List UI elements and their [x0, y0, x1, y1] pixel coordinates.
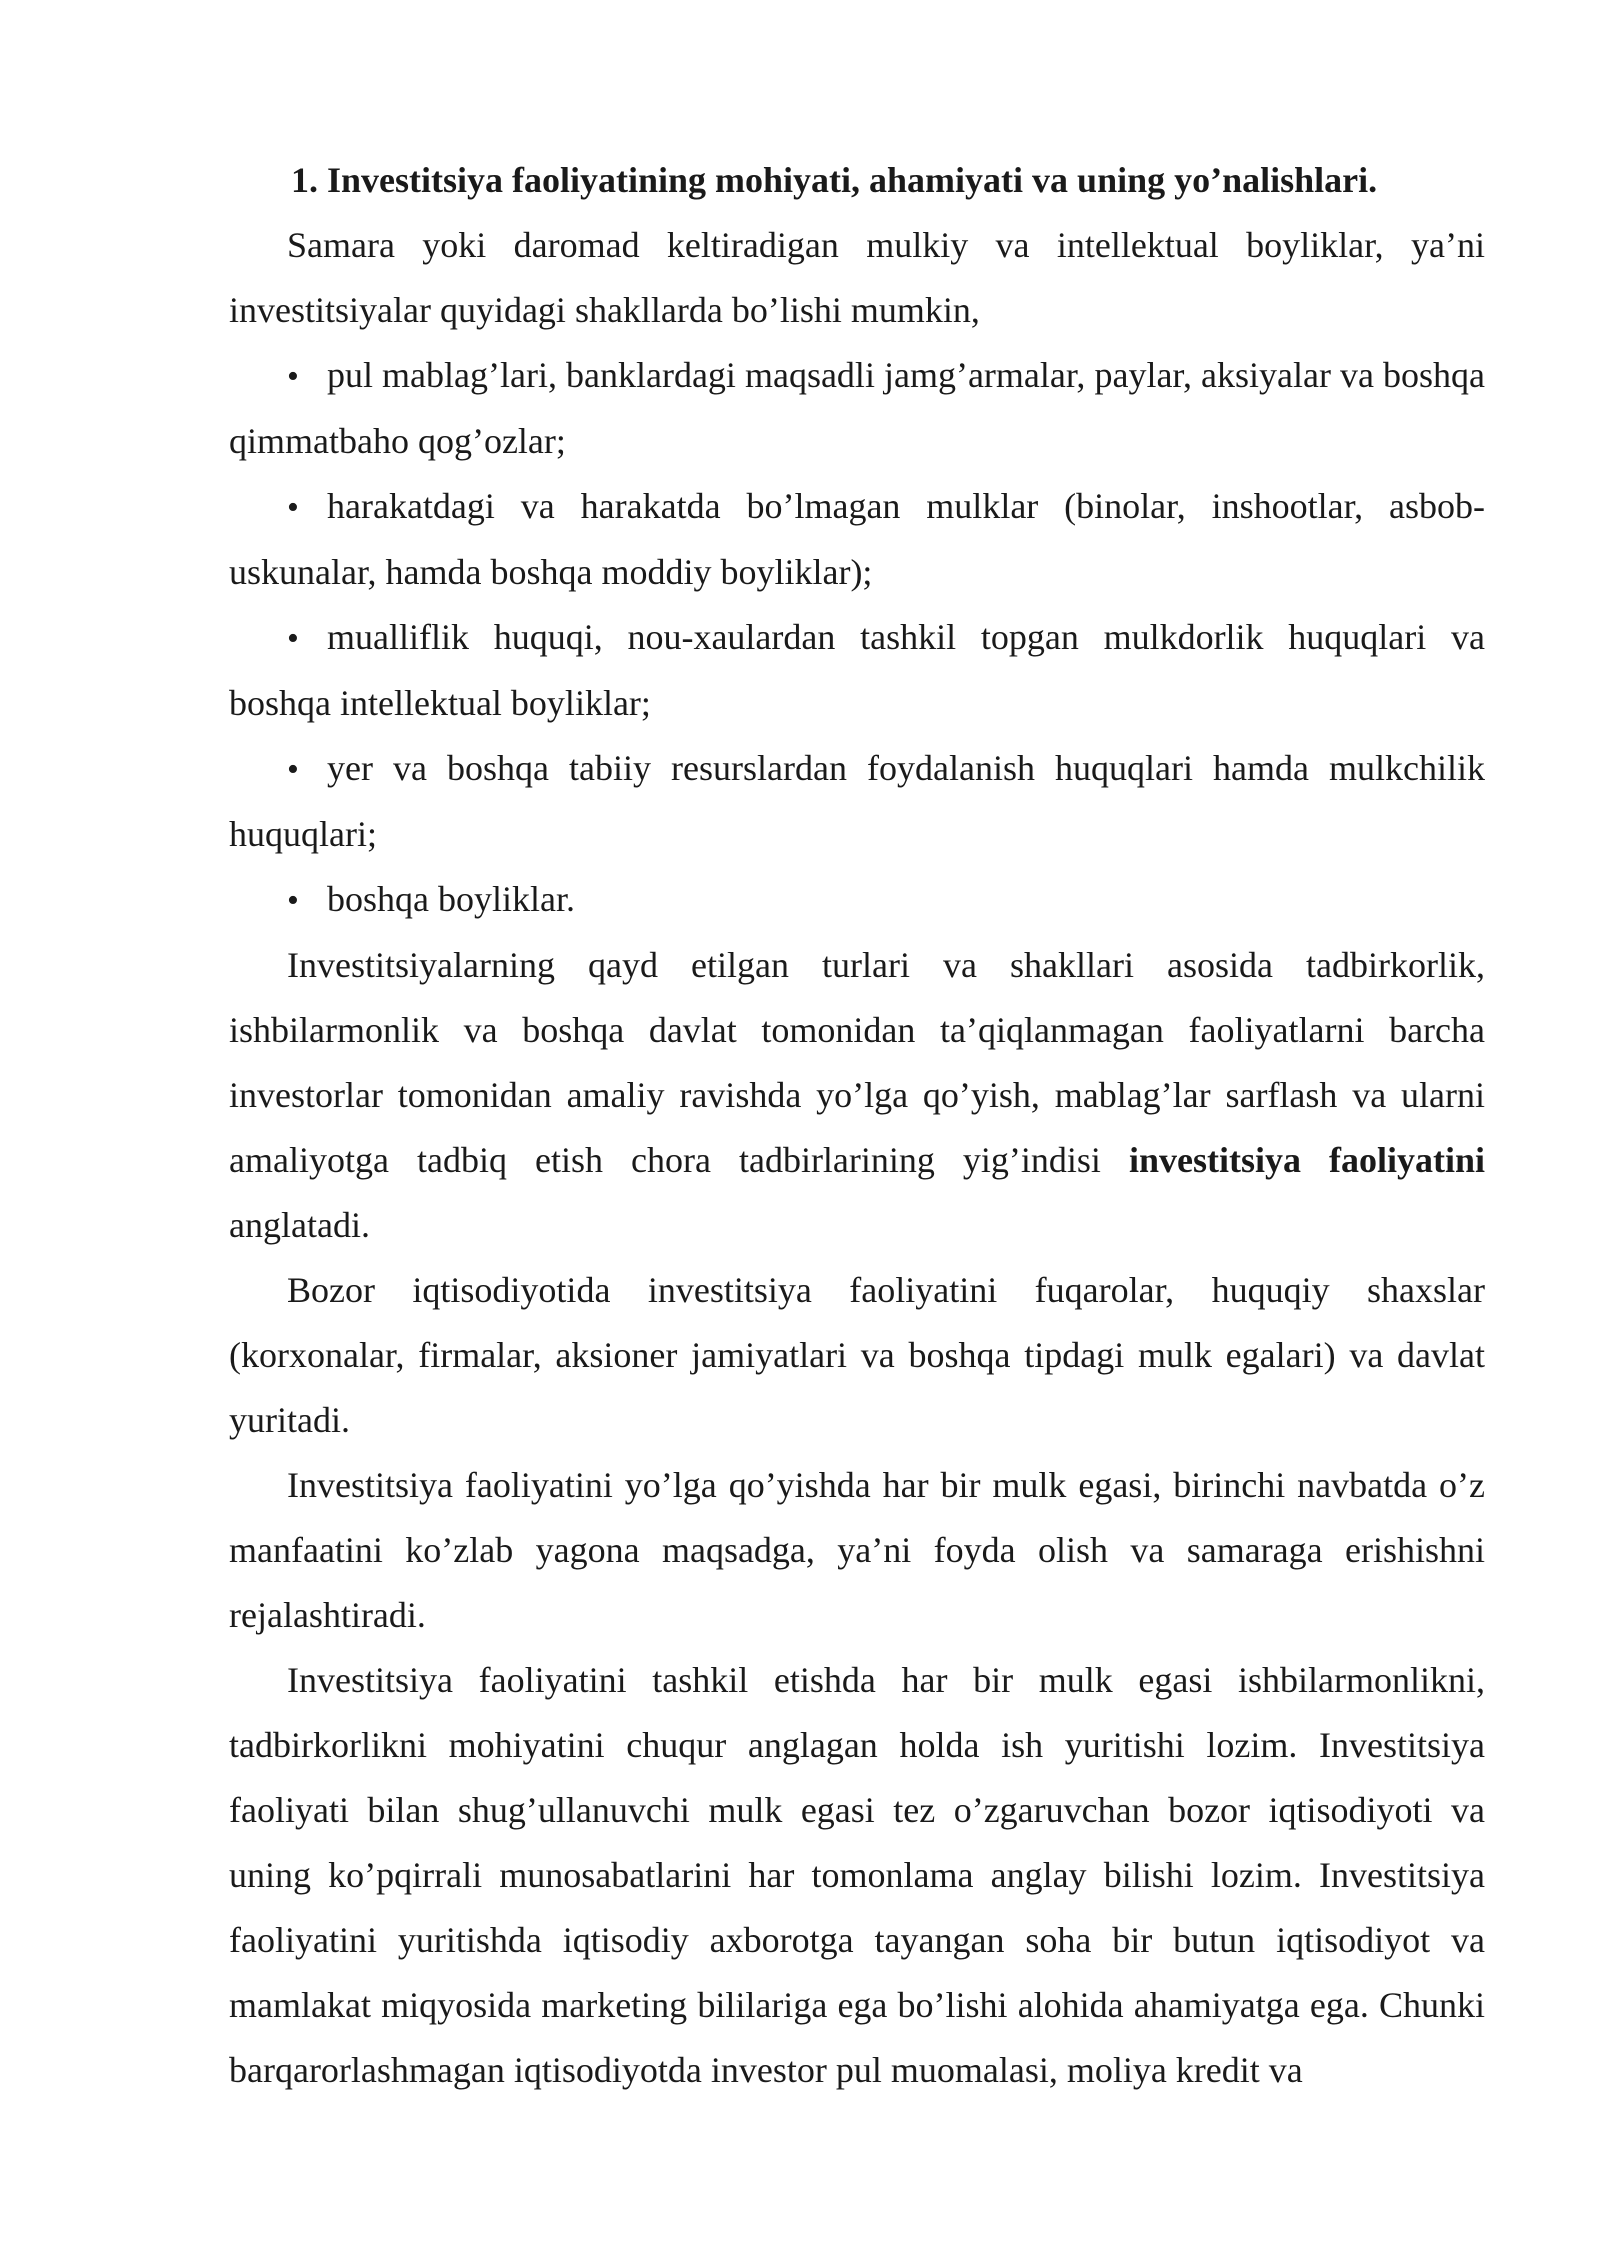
- list-item: [229, 605, 1485, 736]
- definition-term: investitsiya faoliyatini: [1128, 1140, 1486, 1180]
- bullet-icon: •: [287, 751, 299, 788]
- list-item-text: boshqa boyliklar.: [327, 879, 575, 919]
- definition-text: Investitsiyalarning qayd etilgan turlari va shakllari asosida tadbirkorlik, ishbilarmonlik va boshqa davlat tomonidan ta’qiqlanmagan faoliyatlarni barcha investorlar tomonidan amaliy ravishda yo’lga qo’yish, mablag’lar sarflash va ularni amaliyotga tadbiq etish chora tadbirlarining yig’indisi: [229, 945, 1485, 1180]
- bullet-icon: •: [287, 882, 299, 919]
- section-heading: 1. Investitsiya faoliyatining mohiyati, ahamiyati va uning yo’nalishlari.: [291, 160, 1378, 200]
- bullet-icon: •: [287, 620, 299, 657]
- list-item: [229, 343, 1485, 474]
- list-item: [229, 867, 1485, 933]
- list-item: [229, 474, 1485, 605]
- list-item-text: harakatdagi va harakatda bo’lmagan mulklar (binolar, inshootlar, asbob-uskunalar, hamda boshqa moddiy boyliklar);: [229, 486, 1485, 592]
- definition-paragraph: [229, 933, 1485, 1258]
- body-paragraph: Bozor iqtisodiyotida investitsiya faoliyatini fuqarolar, huquqiy shaxslar (korxonalar, firmalar, aksioner jamiyatlari va boshqa tipdagi mulk egalari) va davlat yuritadi.: [229, 1270, 1485, 1440]
- list-item-text: pul mablag’lari, banklardagi maqsadli jamg’armalar, paylar, aksiyalar va boshqa qimmatbaho qog’ozlar;: [229, 355, 1485, 461]
- list-item: [229, 736, 1485, 867]
- definition-tail: anglatadi.: [229, 1205, 370, 1245]
- intro-paragraph: Samara yoki daromad keltiradigan mulkiy va intellektual boyliklar, ya’ni investitsiyalar quyidagi shakllarda bo’lishi mumkin,: [229, 225, 1485, 330]
- body-paragraph: Investitsiya faoliyatini tashkil etishda har bir mulk egasi ishbilarmonlikni, tadbirkorlikni mohiyatini chuqur anglagan holda ish yuritishi lozim. Investitsiya faoliyati bilan shug’ullanuvchi mulk egasi tez o’zgaruvchan bozor iqtisodiyoti va uning ko’pqirrali munosabatlarini har tomonlama anglay bilishi lozim. Investitsiya faoliyatini yuritishda iqtisodiy axborotga tayangan soha bir butun iqtisodiyot va mamlakat miqyosida marketing bililariga ega bo’lishi alohida ahamiyatga ega. Chunki barqarorlashmagan iqtisodiyotda investor pul muomalasi, moliya kredit va: [229, 1660, 1485, 2090]
- document-body: [229, 148, 1485, 2103]
- bullet-icon: •: [287, 358, 299, 395]
- list-item-text: yer va boshqa tabiiy resurslardan foydalanish huquqlari hamda mulkchilik huquqlari;: [229, 748, 1485, 854]
- bullet-icon: •: [287, 489, 299, 526]
- body-paragraph: Investitsiya faoliyatini yo’lga qo’yishda har bir mulk egasi, birinchi navbatda o’z manfaatini ko’zlab yagona maqsadga, ya’ni foyda olish va samaraga erishishni rejalashtiradi.: [229, 1465, 1485, 1635]
- list-item-text: mualliflik huquqi, nou-xaulardan tashkil topgan mulkdorlik huquqlari va boshqa intellektual boyliklar;: [229, 617, 1485, 723]
